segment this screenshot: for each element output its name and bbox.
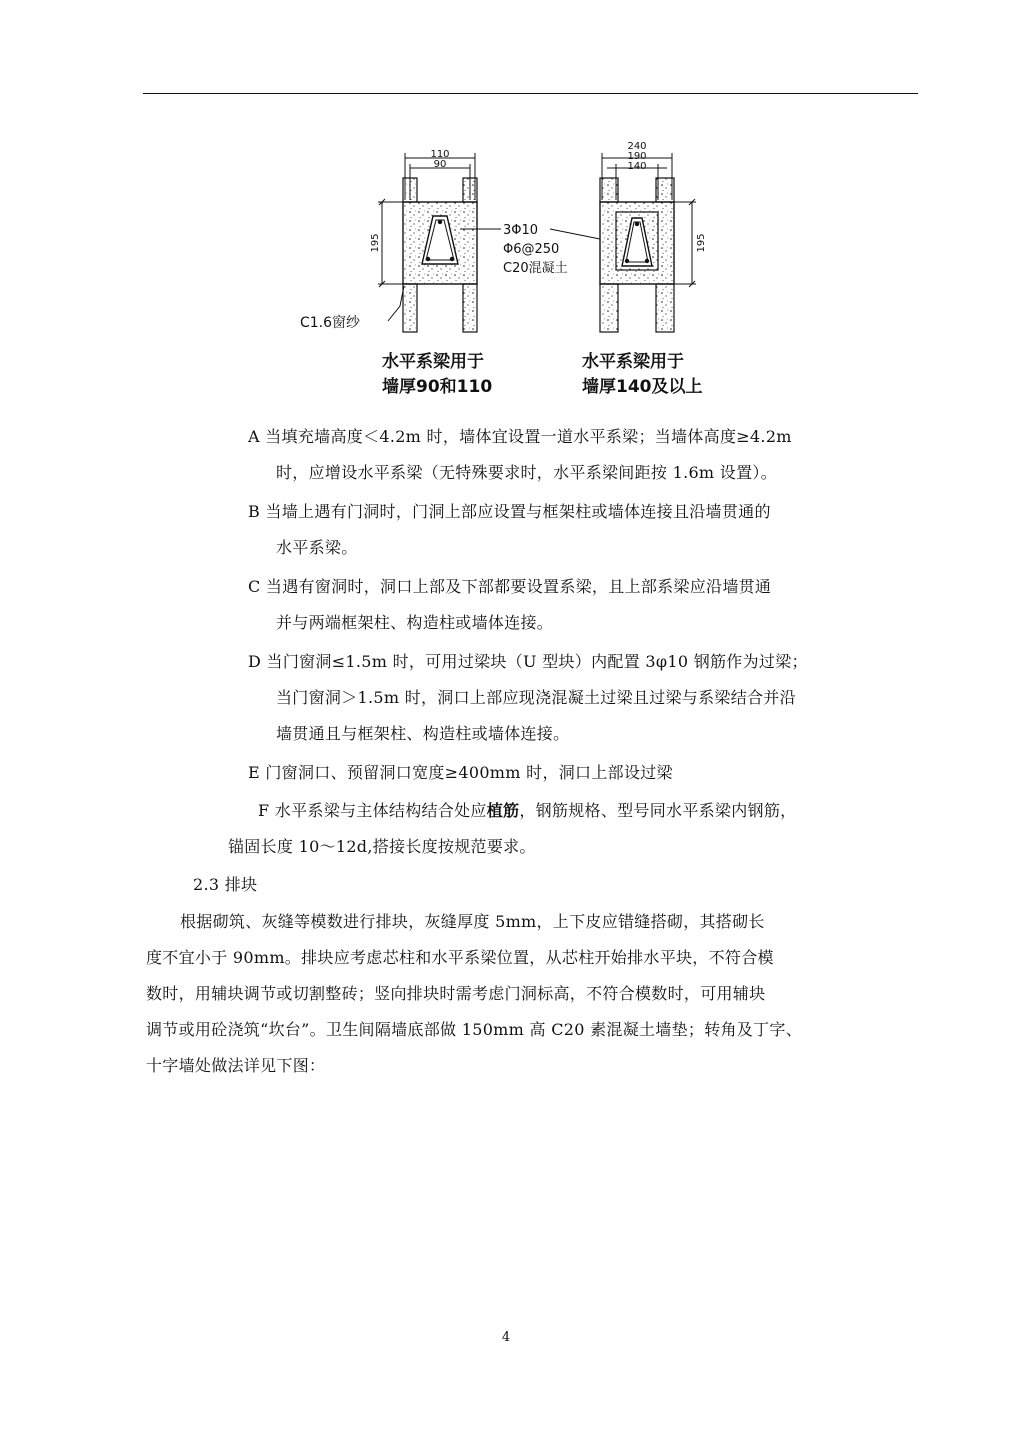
item-f-first-line: [228, 793, 920, 829]
body-line-2: 度不宜小于 90mm。排块应考虑芯柱和水平系梁位置，从芯柱开始排水平块，不符合模: [146, 948, 774, 967]
right-dim-side-195: 195: [696, 233, 707, 253]
item-c-rest: 并与两端框架柱、构造柱或墙体连接。: [276, 613, 554, 632]
right-caption-line2: 墙厚140及以上: [582, 377, 703, 397]
item-d-rest-line2: 墙贯通且与框架柱、构造柱或墙体连接。: [276, 724, 570, 743]
right-dim-top-190: 190: [627, 151, 647, 162]
item-c: [248, 569, 920, 641]
item-f-rest: 锚固长度 10～12d,搭接长度按规范要求。: [228, 837, 536, 856]
stirrup-label: Φ6@250: [503, 242, 560, 257]
body-line-3: 数时，用辅块调节或切割整砖；竖向排块时需考虑门洞标高，不符合模数时，可用辅块: [146, 984, 766, 1003]
rebar-label: 3Φ10: [503, 223, 539, 238]
page-number: 4: [501, 1330, 511, 1345]
left-caption-line1: 水平系梁用于: [382, 352, 484, 372]
left-caption: [382, 350, 492, 400]
right-section-diagram: [600, 153, 696, 332]
left-dim-side-195: 195: [370, 233, 381, 253]
body-line-5: 十字墙处做法详见下图：: [146, 1056, 326, 1075]
left-dim-top-110: 110: [430, 149, 450, 160]
left-dim-top-90: 90: [433, 159, 447, 170]
mesh-label: C1.6窗纱: [300, 315, 361, 331]
item-b: [248, 494, 920, 566]
item-d: [248, 644, 920, 752]
item-f-text-b: ，钢筋规格、型号同水平系梁内钢筋，: [519, 801, 797, 820]
item-a: [248, 419, 920, 491]
right-dim-top-140: 140: [627, 161, 647, 172]
tie-beam-detail-figure: [300, 138, 720, 398]
item-c-first-line: C 当遇有窗洞时，洞口上部及下部都要设置系梁，且上部系梁应沿墙贯通: [248, 577, 772, 596]
section-heading: 2.3 排块: [193, 875, 258, 894]
item-b-first-line: B 当墙上遇有门洞时，门洞上部应设置与框架柱或墙体连接且沿墙贯通的: [248, 502, 771, 521]
item-d-rest-line1: 当门窗洞＞1.5m 时，洞口上部应现浇混凝土过梁且过梁与系梁结合并沿: [276, 688, 796, 707]
left-caption-line2: 墙厚90和110: [382, 377, 493, 397]
item-a-first-line: A 当填充墙高度＜4.2m 时，墙体宜设置一道水平系梁；当墙体高度≥4.2m: [248, 427, 792, 446]
item-f-bold-term: 植筋: [486, 801, 520, 820]
item-a-rest: 时，应增设水平系梁（无特殊要求时，水平系梁间距按 1.6m 设置）。: [276, 463, 777, 482]
right-caption-line1: 水平系梁用于: [582, 352, 684, 372]
left-section-diagram: [378, 153, 477, 332]
right-dim-top-240: 240: [627, 141, 647, 152]
body-line-4: 调节或用砼浇筑“坎台”。卫生间隔墙底部做 150mm 高 C20 素混凝土墙垫；转角及丁字、: [146, 1020, 802, 1039]
item-f-text-a: F 水平系梁与主体结构结合处应: [258, 801, 487, 820]
concrete-label: C20混凝土: [503, 261, 568, 276]
item-f: [228, 793, 920, 865]
item-b-rest: 水平系梁。: [276, 538, 358, 557]
right-caption: [582, 350, 703, 400]
item-d-first-line: D 当门窗洞≤1.5m 时，可用过梁块（U 型块）内配置 3φ10 钢筋作为过梁；: [248, 652, 808, 671]
item-e: [248, 755, 920, 791]
header-rule: [143, 93, 918, 94]
item-e-line: E 门窗洞口、预留洞口宽度≥400mm 时，洞口上部设过梁: [248, 763, 673, 782]
section-body: [146, 904, 920, 1084]
body-line-1: 根据砌筑、灰缝等模数进行排块，灰缝厚度 5mm，上下皮应错缝搭砌，其搭砌长: [180, 912, 765, 931]
